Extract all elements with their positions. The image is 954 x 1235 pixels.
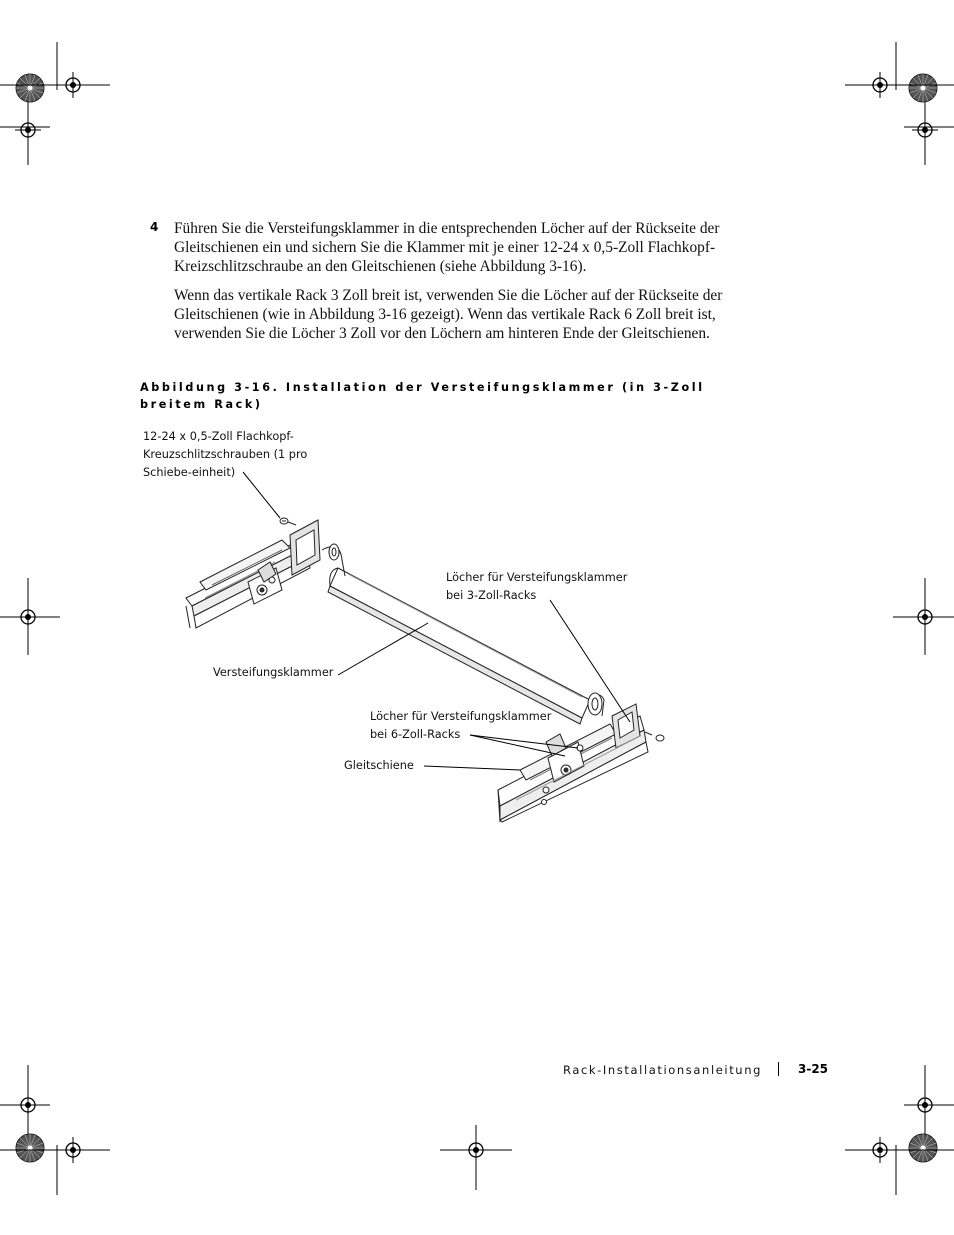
footer-separator bbox=[778, 1062, 779, 1076]
left-rail bbox=[186, 520, 320, 628]
callout-screws-2: Kreuzschlitzschrauben (1 pro bbox=[143, 448, 308, 461]
callout-holes-3-2: bei 3-Zoll-Racks bbox=[446, 589, 537, 602]
callout-bracket: Versteifungsklammer bbox=[213, 666, 334, 679]
step-note: Wenn das vertikale Rack 3 Zoll breit ist, verwenden Sie die Löcher auf der Rückseite der Gleitschienen (wie in Abbildung 3-16 gezeigt). Wenn das vertikale Rack 6 Zoll breit ist, verwenden Sie die Löcher 3 Zoll vor den Löchern am hinteren Ende der Gleitschienen. bbox=[174, 287, 723, 342]
callout-screws-1: 12-24 x 0,5-Zoll Flachkopf- bbox=[143, 430, 294, 443]
callout-screws-3: Schiebe-einheit) bbox=[143, 466, 236, 479]
page-number: 3-25 bbox=[798, 1062, 829, 1076]
leader-bracket bbox=[338, 623, 428, 675]
step-number: 4 bbox=[150, 220, 159, 234]
step-instruction: Führen Sie die Versteifungsklammer in die entsprechenden Löcher auf der Rückseite der Gleitschienen ein und sichern Sie die Klammer mit je einer 12-24 x 0,5-Zoll Flachkopf-Kreizschlitzschraube an den Gleitschienen (siehe Abbildung 3-16). bbox=[174, 220, 720, 275]
leader-screws bbox=[243, 472, 280, 518]
callout-holes-6-2: bei 6-Zoll-Racks bbox=[370, 728, 461, 741]
footer-title: Rack-Installationsanleitung bbox=[563, 1063, 762, 1077]
callout-rail: Gleitschiene bbox=[344, 759, 414, 772]
callout-holes-3-1: Löcher für Versteifungsklammer bbox=[446, 571, 628, 584]
screw-right bbox=[645, 732, 664, 741]
leader-rail bbox=[424, 766, 520, 770]
callout-holes-6-1: Löcher für Versteifungsklammer bbox=[370, 710, 552, 723]
figure-caption: Abbildung 3-16. Installation der Versteifungsklammer (in 3-Zoll breitem Rack) bbox=[140, 381, 705, 411]
screw-left bbox=[280, 518, 296, 525]
